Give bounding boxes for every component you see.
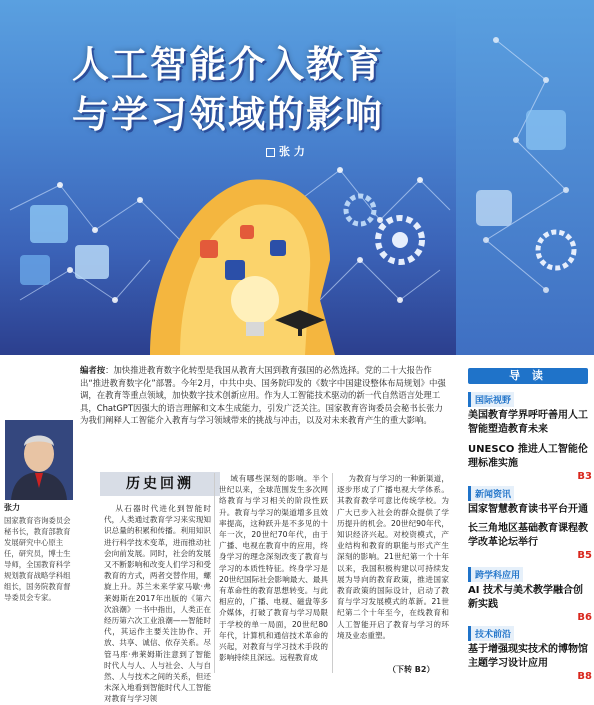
body-paragraph: 域有哪些深刻的影响。半个世纪以来，全球范围发生多次网络教育与学习相关的阶段性跃升。教育与学习的渠道增多且效率提高，这种跃升是不多见的十年一次，20世纪70年代，由于广播、电视在教育中的应用，终身学习的理念深刻改变了教育与学习的本质性特征。终身学习是20世纪国际社会影响最大、最具有革命性的教育思想转变。与此相应的，广播、电视、磁盘等多介媒体，打破了教育与学习局限于学校的单一局面，20世纪80年代，计算机和通信技术革命的兴起，对教育与学习技术手段的影响持续且深远。远程教育成 — [219, 474, 328, 663]
column-divider — [214, 473, 215, 673]
guide-section-international — [468, 388, 592, 483]
guide-item[interactable]: 长三角地区基础教育课程教学改革论坛举行 — [468, 523, 588, 548]
guide-item[interactable]: 基于增强现实技术的博物馆主题学习设计应用 — [468, 644, 588, 669]
author-bio: 国家教育咨询委员会秘书长，教育部教育发展研究中心原主任，研究员，博士生导师，全国教育科学规划教育战略学科组组长，国务院教育督导委员会专家。 — [4, 516, 71, 602]
guide-tag: 技术前沿 — [468, 626, 514, 641]
column-divider — [332, 473, 333, 673]
continued-note[interactable]: （下转 B2） — [388, 665, 435, 674]
hero-title — [0, 40, 456, 140]
hero-author-name: 张 力 — [279, 145, 305, 158]
square-icon — [266, 148, 275, 157]
section-heading: 历史回溯 — [100, 472, 220, 496]
editor-note — [80, 364, 450, 427]
guide-section-news — [468, 482, 592, 562]
author-name: 张力 — [4, 503, 20, 512]
guide-item[interactable]: 美国教育学界呼吁善用人工智能塑造教育未来 — [468, 410, 588, 435]
body-paragraph: 从石器时代进化到智能时代，人类通过教育学习来实现知识总量的积累和传播。利用知识进行科学技术变革，进而推动社会向前发展。同时，社会的发展又不断影响和改变人们学习和受教育的方式，两者交替作用，螺旋上升。苏兰未来学家马歇·弗莱姆斯在2017年出版的《第六次浪潮》一书中指出，人类正在经历第六次工业浪潮——智能时代，其运作主要关注协作、开放、共享、诚信、依存关系。尽管马库·弗莱姆斯注意到了智能时代人与人、人与社会、人与自然、人与技术之间的关系，但还未深入地看到智能时代人工智能对教育与学习领 — [104, 504, 211, 704]
author-portrait — [5, 420, 73, 500]
editor-note-text: ：加快推进教育数字化转型是我国从教育大国到教育强国的必然选择。党的二十大报告作出“推进教育数字化”部署。今年2月，中共中央、国务院印发的《数字中国建设整体布局规划》中强调，在教育等重点领域，加快数字技术创新应用。作为人工智能技术驱动的新一代自然语言处理工具，ChatGPT因强大的语言理解和文本生成能力，引发广泛关注。国家教育咨询委员会秘书长张力为我们阐释人工智能介入教育与学习领域带来的挑战与冲击，以及对未来教育产生的重大影响。 — [80, 365, 446, 425]
guide-page-ref[interactable]: B6 — [577, 612, 592, 623]
guide-tag: 国际视野 — [468, 392, 514, 407]
guide-item[interactable]: 国家智慧教育读书平台开通 — [468, 504, 588, 515]
guide-tag: 新闻资讯 — [468, 486, 514, 501]
body-column-1 — [104, 503, 211, 705]
guide-item[interactable]: UNESCO 推进人工智能伦理标准实施 — [468, 444, 588, 469]
hero-banner — [0, 0, 456, 355]
guide-header: 导 读 — [468, 368, 588, 384]
editor-note-label: 编者按 — [80, 365, 106, 375]
body-paragraph: 为教育与学习的一种新渠道，逐步形成了广播电视大学体系。其教育教学可意比传统学校。为广大已步入社会的群众提供了学历提升的机会。20世纪90年代，知识经济兴起。对校资模式，产业结构和教育的职能与形式产生深刻的影响。21世纪第一个十年以来，我国积极构建以可持续发展为导向的教育政策，推进国家教育政策的国际设计，启动了教育与学习发展模式的革新。21世纪第二个十年至今，在线教育和人工智能开启了教育与学习的环境及业态重塑。 — [337, 474, 449, 640]
hero-title-line1: 人工智能介入教育 — [72, 43, 384, 86]
guide-tag: 跨学科应用 — [468, 567, 523, 582]
guide-page-ref[interactable]: B5 — [577, 550, 592, 561]
body-column-3 — [337, 473, 449, 641]
guide-section-tech — [468, 622, 592, 683]
guide-page-ref[interactable]: B3 — [577, 471, 592, 482]
guide-page-ref[interactable]: B8 — [577, 671, 592, 682]
right-illustration — [456, 0, 594, 355]
hero-author — [266, 143, 305, 159]
guide-item[interactable]: AI 技术与美术教学融合创新实践 — [468, 585, 583, 610]
hero-title-line2: 与学习领域的影响 — [72, 93, 384, 136]
guide-section-cross — [468, 563, 592, 624]
body-column-2 — [219, 473, 328, 663]
